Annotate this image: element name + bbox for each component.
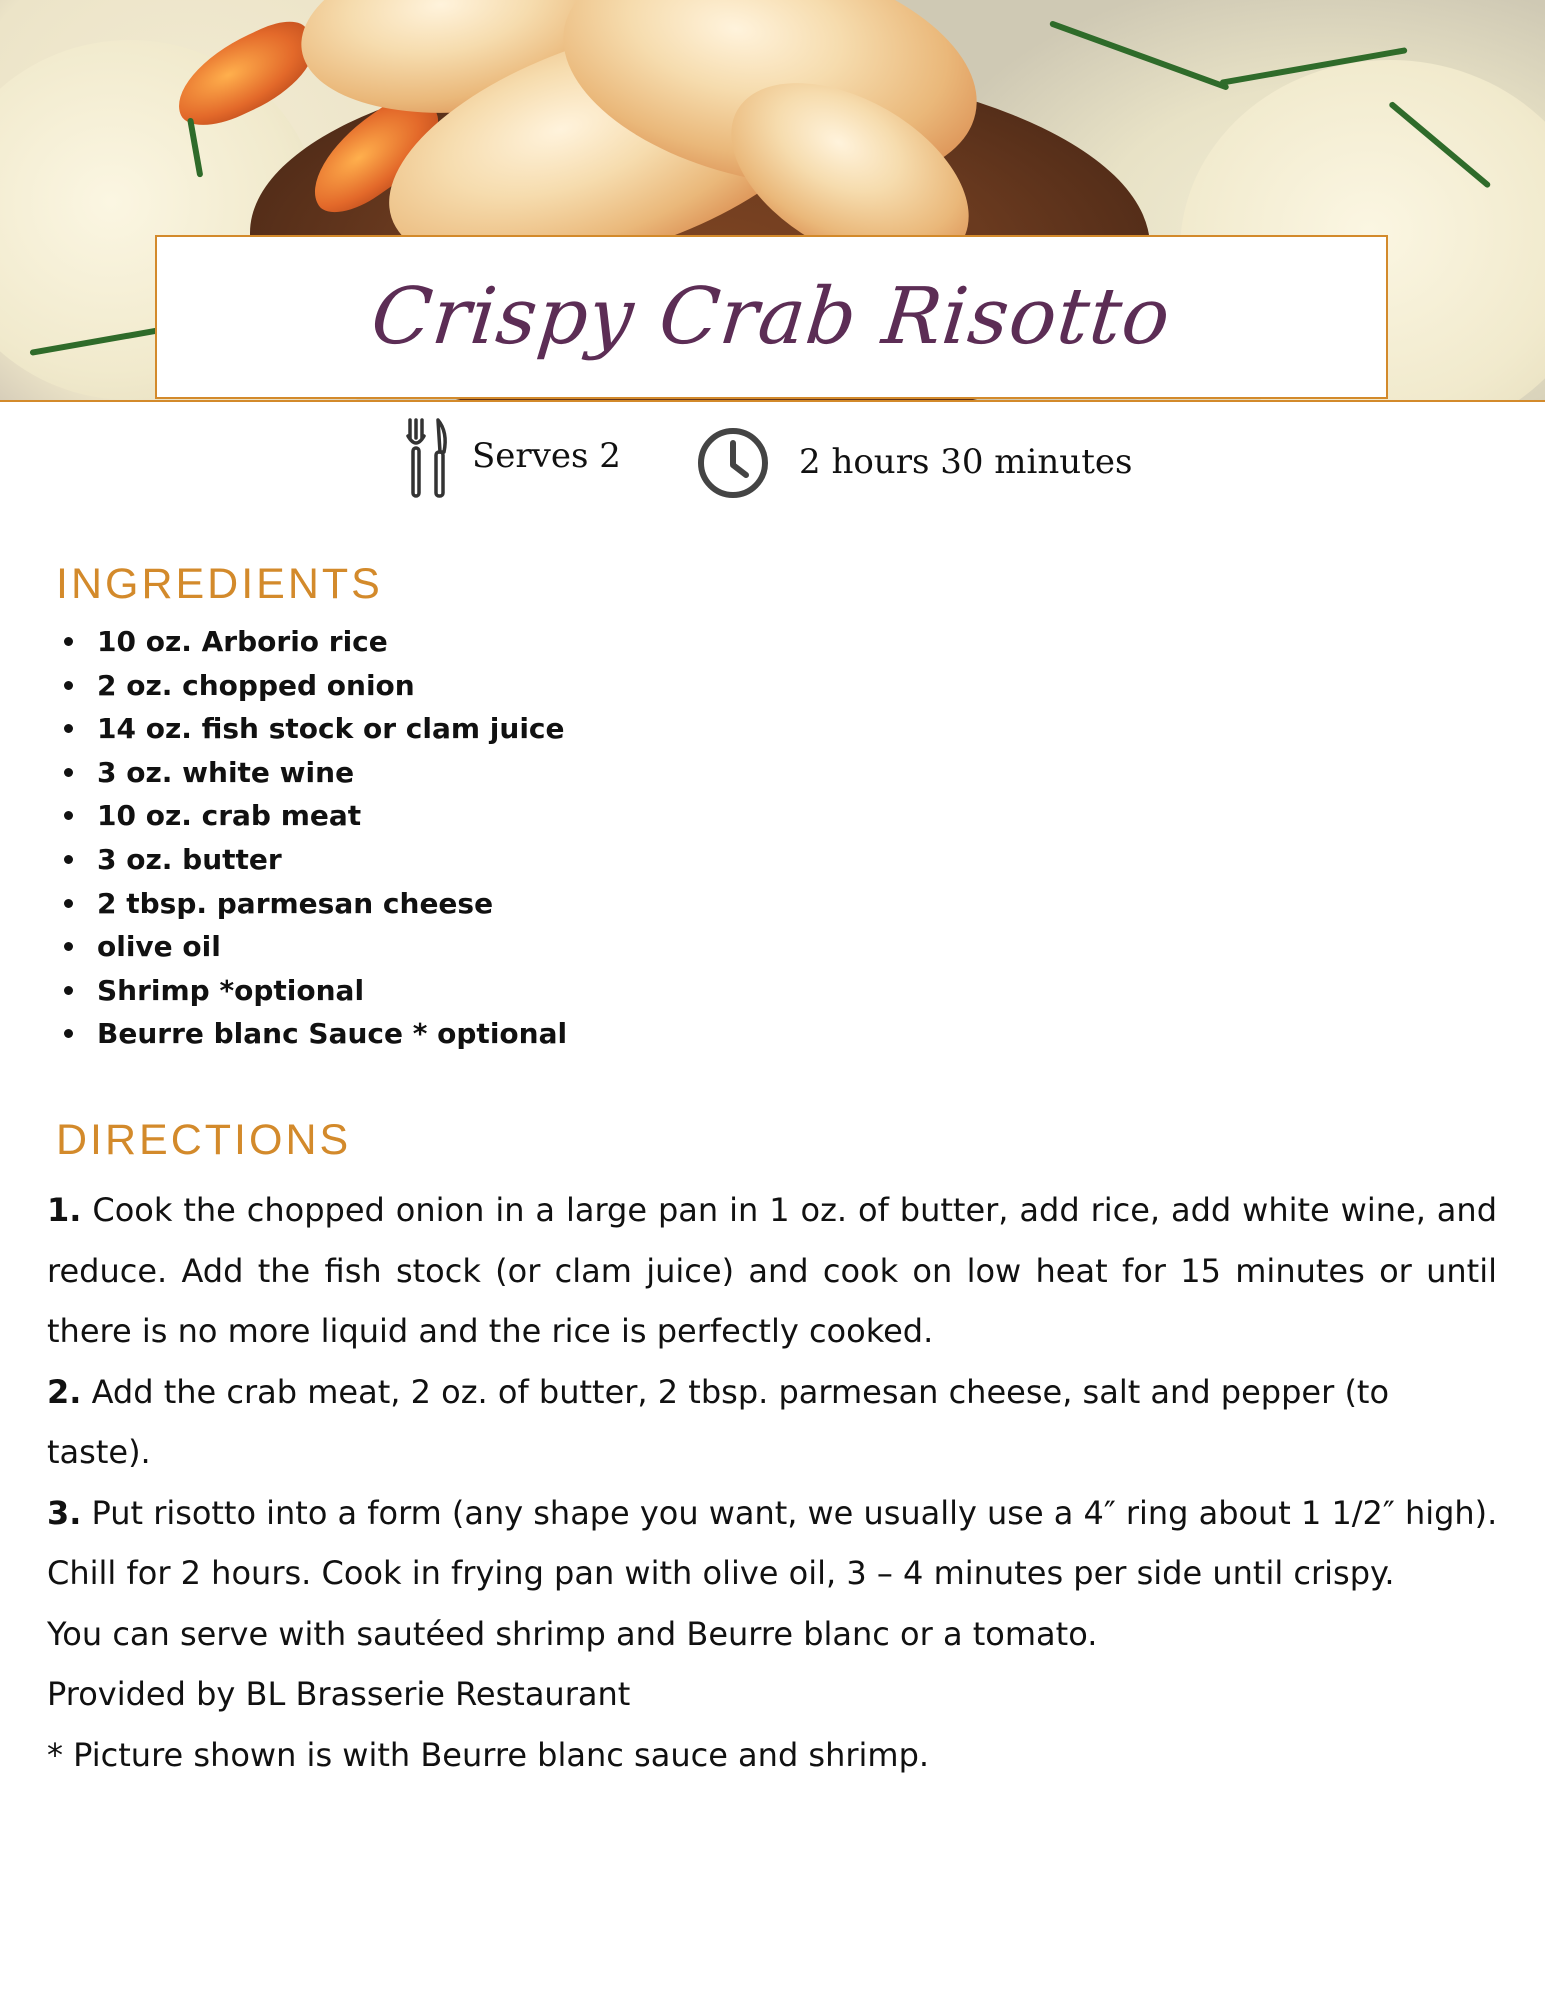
- ingredient-item: 14 oz. fish stock or clam juice: [56, 707, 567, 751]
- title-box: [155, 235, 1388, 399]
- serving-note: You can serve with sautéed shrimp and Beurre blanc or a tomato.: [47, 1614, 1098, 1653]
- ingredient-item: olive oil: [56, 925, 567, 969]
- bullet-icon: [64, 1029, 73, 1038]
- ingredient-item: 3 oz. butter: [56, 838, 567, 882]
- step-1-line-1: 1. Cook the chopped onion in a large pan in 1 oz. of butter, add rice, add white wine, and: [47, 1191, 1498, 1229]
- bullet-icon: [64, 681, 73, 690]
- ingredient-item: 3 oz. white wine: [56, 751, 567, 795]
- time-label: 2 hours 30 minutes: [799, 442, 1133, 482]
- fork-knife-icon: [404, 416, 450, 500]
- chive-garnish: [1049, 20, 1230, 91]
- bullet-icon: [64, 855, 73, 864]
- ingredients-list: [56, 620, 567, 1056]
- bullet-icon: [64, 899, 73, 908]
- ingredient-item: 10 oz. Arborio rice: [56, 620, 567, 664]
- step-3-number: 3.: [47, 1493, 82, 1532]
- recipe-title: Crispy Crab Risotto: [367, 272, 1176, 362]
- step-1-line-2: reduce. Add the fish stock (or clam juice) and cook on low heat for 15 minutes or until: [47, 1251, 1497, 1290]
- hero-divider: [0, 400, 1545, 402]
- credit-line: Provided by BL Brasserie Restaurant: [47, 1675, 631, 1713]
- picture-note: * Picture shown is with Beurre blanc sauce and shrimp.: [47, 1735, 930, 1774]
- ingredient-item: 2 tbsp. parmesan cheese: [56, 882, 567, 926]
- step-2-line-2: taste).: [47, 1433, 151, 1471]
- clock-icon: [696, 426, 770, 500]
- step-1-line-3: there is no more liquid and the rice is perfectly cooked.: [47, 1312, 934, 1350]
- bullet-icon: [64, 986, 73, 995]
- bullet-icon: [64, 724, 73, 733]
- ingredient-item: Beurre blanc Sauce * optional: [56, 1012, 567, 1056]
- step-2-line-1: 2. Add the crab meat, 2 oz. of butter, 2 tbsp. parmesan cheese, salt and pepper (to: [47, 1372, 1390, 1411]
- directions-heading: DIRECTIONS: [56, 1116, 352, 1164]
- step-3-line-1: 3. Put risotto into a form (any shape you want, we usually use a 4″ ring about 1 1/2″ high).: [47, 1493, 1498, 1532]
- bullet-icon: [64, 768, 73, 777]
- ingredients-heading: INGREDIENTS: [56, 560, 383, 608]
- serves-label: Serves 2: [472, 436, 621, 476]
- step-3-line-2: Chill for 2 hours. Cook in frying pan with olive oil, 3 – 4 minutes per side until crispy.: [47, 1554, 1395, 1592]
- ingredient-item: 10 oz. crab meat: [56, 794, 567, 838]
- step-1-number: 1.: [47, 1191, 82, 1229]
- bullet-icon: [64, 811, 73, 820]
- ingredient-item: Shrimp *optional: [56, 969, 567, 1013]
- ingredient-item: 2 oz. chopped onion: [56, 664, 567, 708]
- bullet-icon: [64, 637, 73, 646]
- directions-body: [47, 1180, 1497, 1785]
- step-2-number: 2.: [47, 1372, 82, 1411]
- bullet-icon: [64, 942, 73, 951]
